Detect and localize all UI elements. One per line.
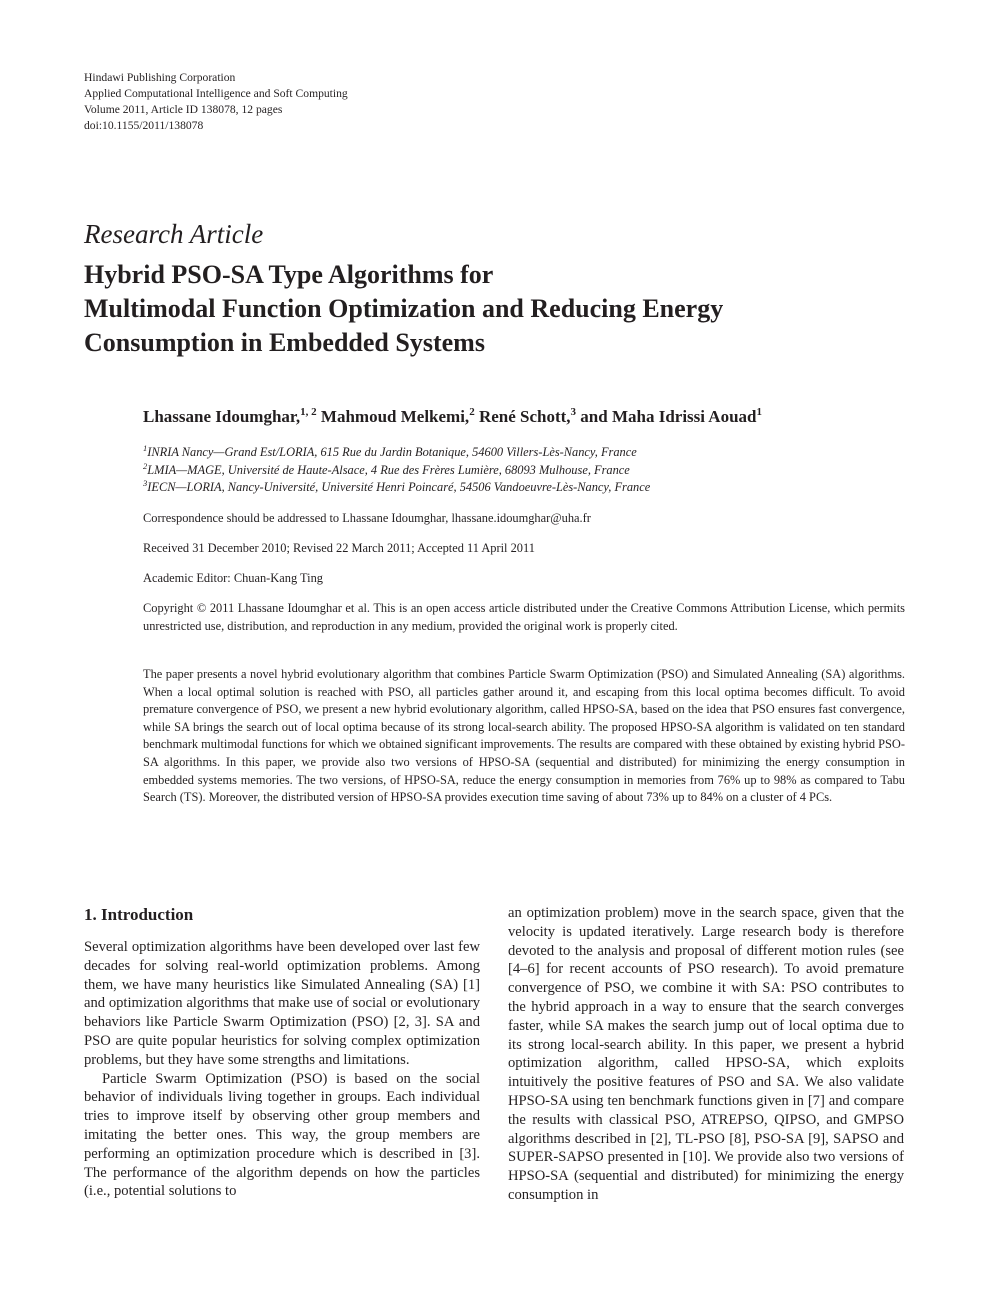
affiliation: [143, 462, 905, 480]
author-name: and Maha Idrissi Aouad: [580, 407, 757, 426]
body-paragraph: Particle Swarm Optimization (PSO) is based on the social behavior of individuals living together in groups. Each individual tries to improve itself by observing other group members and imitating the better ones. This way, the group members are performing an optimization procedure which is described in [3]. The performance of the algorithm depends on how the particles (i.e., potential solutions to: [84, 1070, 480, 1200]
journal-name: Applied Computational Intelligence and Soft Computing: [84, 87, 348, 100]
title-line: Multimodal Function Optimization and Reducing Energy: [84, 294, 724, 323]
correspondence: Correspondence should be addressed to Lhassane Idoumghar, lhassane.idoumghar@uha.fr: [143, 511, 591, 525]
received-dates: Received 31 December 2010; Revised 22 March 2011; Accepted 11 April 2011: [143, 541, 535, 555]
article-title: [84, 258, 924, 360]
title-line: Hybrid PSO-SA Type Algorithms for: [84, 260, 494, 289]
title-line: Consumption in Embedded Systems: [84, 328, 485, 357]
author-name: Lhassane Idoumghar,: [143, 407, 301, 426]
author-list: [143, 405, 905, 429]
body-paragraph: Several optimization algorithms have been developed over last few decades for solving real-world optimization problems. Among them, we have many heuristics like Simulated Annealing (SA) [1] and optimization algorithms that make use of social or evolutionary behaviors like Particle Swarm Optimization (PSO) [2, 3]. SA and PSO are quite popular heuristics for solving complex optimization problems, but they have some strengths and limitations.: [84, 939, 480, 1068]
article-type: Research Article: [84, 219, 264, 249]
affiliation-mark: 2: [143, 460, 148, 471]
affiliation: [143, 444, 905, 462]
author-affiliation-mark: 2: [469, 406, 475, 418]
academic-editor: Academic Editor: Chuan-Kang Ting: [143, 571, 323, 585]
copyright-notice: Copyright © 2011 Lhassane Idoumghar et al. This is an open access article distributed under the Creative Commons Attribution License, which permits unrestricted use, distribution, and reproduction in any medium, provided the original work is properly cited.: [143, 601, 905, 633]
body-paragraph: an optimization problem) move in the search space, given that the velocity is updated iteratively. Large research body is therefore devoted to the analysis and proposal of different motion rules (see [4–6] for recent accounts of PSO research). To avoid premature convergence of PSO, we combine it with SA: PSO contributes to the hybrid approach in a way to ensure that the search converges faster, while SA makes the search jump out of local optima due to its strong local-search ability. In this paper, we present a hybrid optimization algorithm, called HPSO-SA, which exploits intuitively the positive features of PSO and SA. We also validate HPSO-SA using ten benchmark functions given in [7] and compare the results with classical PSO, ATREPSO, QIPSO, and GMPSO algorithms described in [2], TL-PSO [8], PSO-SA [9], SAPSO and SUPER-SAPSO presented in [10]. We provide also two versions of HPSO-SA (sequential and distributed) for minimizing the energy consumption in: [508, 905, 904, 1203]
author-name: Mahmoud Melkemi,: [320, 407, 470, 426]
body-column-right: [508, 904, 904, 1205]
affiliation-mark: 3: [143, 478, 148, 489]
affiliation-text: IECN—LORIA, Nancy-Université, Université Henri Poincaré, 54506 Vandoeuvre-Lès-Nancy, France: [147, 480, 651, 495]
section-heading-introduction: 1. Introduction: [84, 905, 194, 924]
abstract: The paper presents a novel hybrid evolutionary algorithm that combines Particle Swarm Optimization (PSO) and Simulated Annealing (SA) algorithms. When a local optimal solution is reached with PSO, all particles gather around it, and escaping from this local optima becomes difficult. To avoid premature convergence of PSO, we present a new hybrid evolutionary algorithm, called HPSO-SA, based on the idea that PSO ensures fast convergence, while SA brings the search out of local optima because of its strong local-search ability. The proposed HPSO-SA algorithm is validated on ten standard benchmark multimodal functions for which we obtained significant improvements. The results are compared with these obtained by existing hybrid PSO-SA algorithms. In this paper, we provide also two versions of HPSO-SA (sequential and distributed) for minimizing the energy consumption in embedded systems memories. The two versions, of HPSO-SA, reduce the energy consumption in memories from 76% up to 98% as compared to Tabu Search (TS). Moreover, the distributed version of HPSO-SA provides execution time saving of about 73% up to 84% on a cluster of 4 PCs.: [143, 667, 905, 805]
affiliations: [143, 444, 905, 497]
affiliation-mark: 1: [143, 443, 148, 453]
author-affiliation-mark: 1: [756, 406, 762, 418]
publisher-name: Hindawi Publishing Corporation: [84, 71, 236, 84]
affiliation: [143, 479, 905, 497]
author-name: René Schott,: [478, 407, 571, 426]
publication-info: [84, 70, 348, 134]
body-column-left: [84, 904, 480, 1201]
author-affiliation-mark: 3: [570, 406, 577, 418]
volume-info: Volume 2011, Article ID 138078, 12 pages: [84, 103, 283, 116]
doi[interactable]: doi:10.1155/2011/138078: [84, 119, 204, 132]
affiliation-text: LMIA—MAGE, Université de Haute-Alsace, 4 Rue des Frères Lumière, 68093 Mulhouse, France: [147, 462, 630, 477]
affiliation-text: INRIA Nancy—Grand Est/LORIA, 615 Rue du Jardin Botanique, 54600 Villers-Lès-Nancy, France: [147, 445, 637, 459]
author-affiliation-mark: 1, 2: [300, 406, 317, 418]
